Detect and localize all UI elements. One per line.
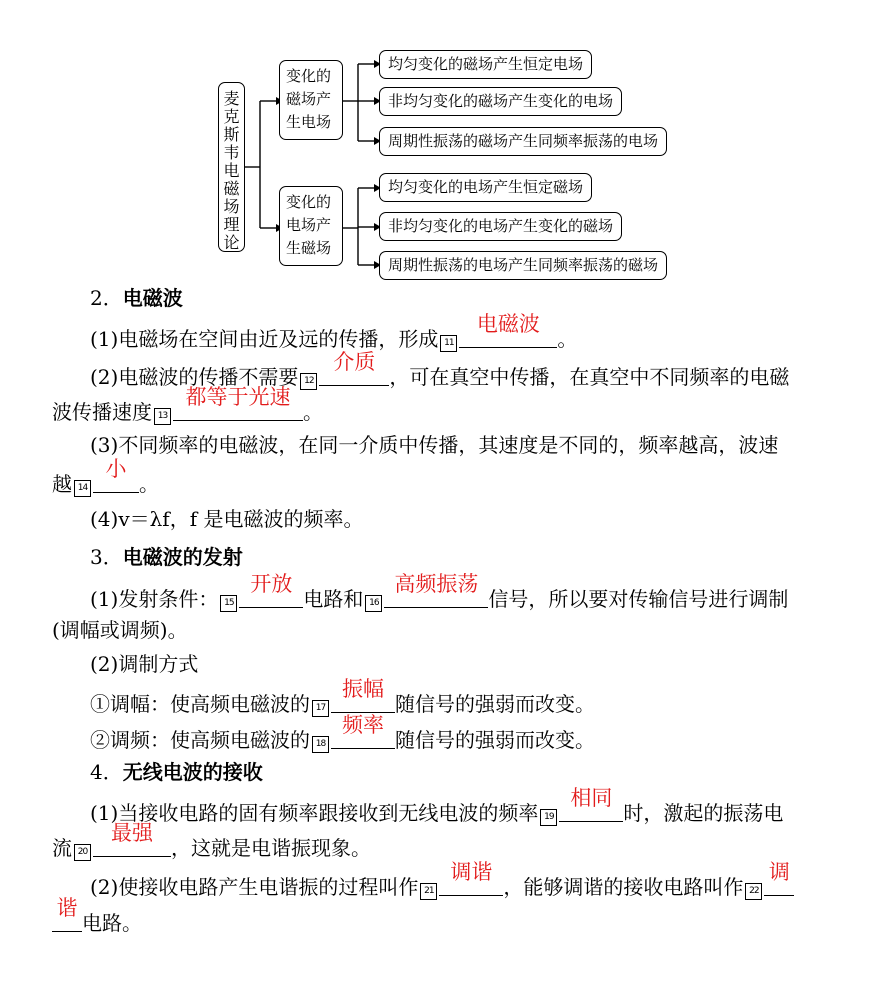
section-title: 电磁波 xyxy=(122,286,183,310)
answer-text: 调 xyxy=(768,860,790,884)
answer-blank xyxy=(331,713,395,749)
root-label-char: 韦 xyxy=(223,143,240,162)
answer-blank xyxy=(384,572,488,608)
diagram-branch-magnetic xyxy=(279,60,343,140)
blank-number-box: 16 xyxy=(365,595,382,612)
section-title: 电磁波的发射 xyxy=(122,545,243,569)
answer-blank xyxy=(459,312,557,348)
answer-text: 相同 xyxy=(570,786,613,810)
root-label-char: 斯 xyxy=(223,125,240,144)
answer-blank xyxy=(764,860,794,896)
section-number: 2． xyxy=(90,286,123,310)
blank-number-box: 12 xyxy=(300,373,317,390)
answer-text: 开放 xyxy=(250,572,293,596)
text: (2)电磁波的传播不需要 xyxy=(90,365,299,389)
diagram-leaf: 周期性振荡的磁场产生同频率振荡的电场 xyxy=(379,127,667,156)
text: (3)不同频率的电磁波，在同一介质中传播，其速度是不同的，频率越高，波速 xyxy=(90,433,779,457)
diagram-root-box xyxy=(218,82,245,252)
text: 电路。 xyxy=(82,911,142,935)
blank-number-box: 11 xyxy=(440,335,457,352)
text: 时，激起的振荡电 xyxy=(623,801,784,825)
blank-number-box: 18 xyxy=(312,736,329,753)
branch-label-line: 电场产 xyxy=(286,216,332,234)
text: ②调频：使高频电磁波的 xyxy=(90,728,310,752)
branch-label-line: 变化的 xyxy=(286,193,332,211)
text: (1)发射条件： xyxy=(90,587,219,611)
blank-number-box: 21 xyxy=(420,883,437,900)
diagram-branch-electric xyxy=(279,186,343,266)
section-number: 3． xyxy=(90,545,123,569)
branch-label-line: 生磁场 xyxy=(286,239,332,257)
text: 流 xyxy=(52,836,72,860)
branch-label-line: 变化的 xyxy=(286,67,332,85)
text: ①调幅：使高频电磁波的 xyxy=(90,692,310,716)
answer-text: 谐 xyxy=(56,896,78,920)
text: 电路和 xyxy=(303,587,364,611)
answer-blank xyxy=(93,821,171,857)
text: 越 xyxy=(52,472,72,496)
text: (4)v＝λf，f 是电磁波的频率。 xyxy=(90,507,364,531)
answer-text: 高频振荡 xyxy=(394,572,479,596)
answer-text: 振幅 xyxy=(342,677,384,701)
text: (2)使接收电路产生电谐振的过程叫作 xyxy=(90,875,419,899)
paragraph xyxy=(90,431,778,459)
branch-label-line: 磁场产 xyxy=(286,90,332,108)
text: ，可在真空中传播，在真空中不同频率的电磁 xyxy=(389,365,790,389)
text: 。 xyxy=(303,400,323,424)
root-label-char: 克 xyxy=(223,107,240,126)
answer-text: 最强 xyxy=(111,821,153,845)
blank-number-box: 14 xyxy=(74,480,91,497)
diagram-leaf: 均匀变化的磁场产生恒定电场 xyxy=(379,50,592,79)
answer-text: 电磁波 xyxy=(476,312,540,336)
root-label-char: 麦 xyxy=(223,89,240,108)
answer-blank xyxy=(52,896,82,932)
branch-label-line: 生电场 xyxy=(286,113,332,131)
text: 波传播速度 xyxy=(52,400,152,424)
paragraph xyxy=(52,457,159,498)
text: (2)调制方式 xyxy=(90,652,199,676)
section-title: 无线电波的接收 xyxy=(122,760,263,784)
answer-blank xyxy=(239,572,303,608)
root-label-char: 理 xyxy=(223,215,240,234)
diagram-leaf: 非均匀变化的磁场产生变化的电场 xyxy=(379,87,622,116)
diagram-leaf: 周期性振荡的电场产生同频率振荡的磁场 xyxy=(379,251,667,280)
paragraph xyxy=(90,650,198,678)
text: 信号，所以要对传输信号进行调制 xyxy=(488,587,789,611)
paragraph xyxy=(52,616,188,644)
answer-text: 介质 xyxy=(333,350,376,374)
root-label-char: 场 xyxy=(223,197,240,216)
paragraph xyxy=(52,385,323,426)
blank-number-box: 19 xyxy=(540,809,557,826)
root-label-char: 电 xyxy=(223,161,240,180)
paragraph xyxy=(52,821,371,862)
section-heading-4 xyxy=(90,758,263,786)
answer-blank xyxy=(331,677,395,713)
root-label-char: 磁 xyxy=(223,179,240,198)
diagram-leaf: 均匀变化的电场产生恒定磁场 xyxy=(379,173,592,202)
answer-text: 频率 xyxy=(342,713,384,737)
blank-number-box: 13 xyxy=(154,408,171,425)
section-number: 4． xyxy=(90,760,123,784)
paragraph xyxy=(90,786,784,827)
text: ，能够调谐的接收电路叫作 xyxy=(503,875,744,899)
answer-blank xyxy=(319,350,389,386)
paragraph xyxy=(90,713,595,754)
blank-number-box: 17 xyxy=(312,700,329,717)
answer-blank xyxy=(93,457,139,493)
blank-number-box: 20 xyxy=(74,844,91,861)
answer-blank xyxy=(559,786,623,822)
text: ，这就是电谐振现象。 xyxy=(171,836,371,860)
paragraph xyxy=(90,505,363,533)
paragraph xyxy=(90,860,794,901)
paragraph xyxy=(52,896,142,937)
text: 随信号的强弱而改变。 xyxy=(395,728,595,752)
text: (调幅或调频)。 xyxy=(52,618,188,642)
text: (1)当接收电路的固有频率跟接收到无线电波的频率 xyxy=(90,801,539,825)
answer-text: 调谐 xyxy=(450,860,493,884)
text: (1)电磁场在空间由近及远的传播，形成 xyxy=(90,327,439,351)
text: 。 xyxy=(139,472,159,496)
blank-number-box: 22 xyxy=(745,883,762,900)
diagram-leaf: 非均匀变化的电场产生变化的磁场 xyxy=(379,212,622,241)
answer-text: 小 xyxy=(105,457,127,481)
section-heading-2 xyxy=(90,284,183,312)
root-label-char: 论 xyxy=(223,233,240,252)
answer-blank xyxy=(439,860,503,896)
text: 随信号的强弱而改变。 xyxy=(395,692,595,716)
answer-text: 都等于光速 xyxy=(185,385,291,409)
blank-number-box: 15 xyxy=(220,595,237,612)
answer-blank xyxy=(173,385,303,421)
text: 。 xyxy=(557,327,578,351)
section-heading-3 xyxy=(90,543,243,571)
paragraph xyxy=(90,572,789,613)
